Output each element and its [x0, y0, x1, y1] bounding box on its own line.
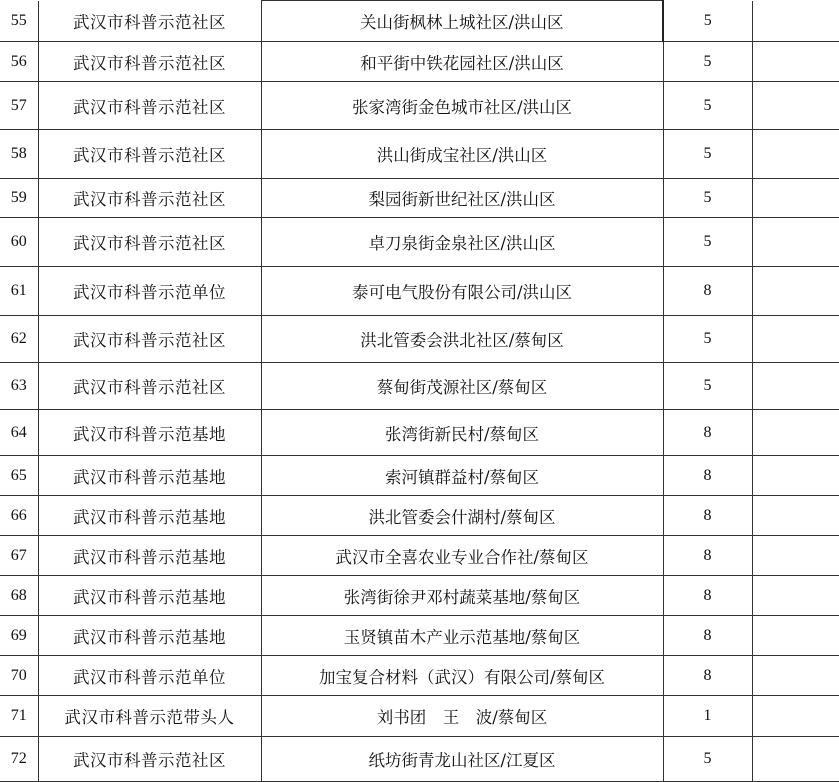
- row-name: 武汉市全喜农业专业合作社/蔡甸区: [261, 536, 663, 576]
- row-name: 加宝复合材料（武汉）有限公司/蔡甸区: [261, 656, 663, 696]
- row-score: 5: [663, 42, 752, 82]
- row-name: 洪北管委会什湖村/蔡甸区: [261, 496, 663, 536]
- row-number: 63: [0, 363, 38, 410]
- row-name: 卓刀泉街金泉社区/洪山区: [261, 218, 663, 267]
- row-number: 67: [0, 536, 38, 576]
- row-note: [752, 42, 839, 82]
- row-note: [752, 1, 839, 42]
- row-category: 武汉市科普示范基地: [38, 410, 261, 456]
- table-row: [0, 1, 839, 42]
- row-category: 武汉市科普示范社区: [38, 218, 261, 267]
- table-row: [0, 737, 839, 782]
- row-name: 索河镇群益村/蔡甸区: [261, 456, 663, 496]
- row-score: 5: [663, 363, 752, 410]
- row-note: [752, 656, 839, 696]
- table-row: [0, 496, 839, 536]
- row-number: 55: [0, 1, 38, 42]
- row-score: 8: [663, 267, 752, 316]
- row-name: 玉贤镇苗木产业示范基地/蔡甸区: [261, 616, 663, 656]
- row-note: [752, 267, 839, 316]
- row-number: 66: [0, 496, 38, 536]
- row-number: 72: [0, 737, 38, 782]
- table-row: [0, 267, 839, 316]
- row-category: 武汉市科普示范单位: [38, 656, 261, 696]
- row-score: 5: [663, 218, 752, 267]
- row-number: 56: [0, 42, 38, 82]
- row-name: 梨园街新世纪社区/洪山区: [261, 179, 663, 218]
- row-number: 68: [0, 576, 38, 616]
- table-row: [0, 696, 839, 737]
- table-row: [0, 456, 839, 496]
- row-category: 武汉市科普示范基地: [38, 536, 261, 576]
- row-category: 武汉市科普示范社区: [38, 82, 261, 130]
- row-name: 洪山街成宝社区/洪山区: [261, 130, 663, 179]
- row-category: 武汉市科普示范单位: [38, 267, 261, 316]
- row-name: 张湾街徐尹邓村蔬菜基地/蔡甸区: [261, 576, 663, 616]
- row-name: 张家湾街金色城市社区/洪山区: [261, 82, 663, 130]
- row-category: 武汉市科普示范社区: [38, 363, 261, 410]
- row-note: [752, 218, 839, 267]
- row-name: 蔡甸街茂源社区/蔡甸区: [261, 363, 663, 410]
- row-category: 武汉市科普示范基地: [38, 456, 261, 496]
- row-number: 59: [0, 179, 38, 218]
- row-number: 60: [0, 218, 38, 267]
- row-score: 8: [663, 656, 752, 696]
- row-score: 5: [663, 179, 752, 218]
- row-score: 8: [663, 456, 752, 496]
- row-note: [752, 496, 839, 536]
- row-number: 65: [0, 456, 38, 496]
- row-note: [752, 82, 839, 130]
- row-score: 8: [663, 536, 752, 576]
- row-note: [752, 536, 839, 576]
- row-category: 武汉市科普示范基地: [38, 496, 261, 536]
- row-category: 武汉市科普示范社区: [38, 179, 261, 218]
- row-note: [752, 696, 839, 737]
- row-score: 5: [663, 737, 752, 782]
- table-row: [0, 42, 839, 82]
- row-note: [752, 179, 839, 218]
- row-note: [752, 456, 839, 496]
- row-score: 8: [663, 410, 752, 456]
- table-row: [0, 130, 839, 179]
- row-note: [752, 737, 839, 782]
- row-category: 武汉市科普示范社区: [38, 316, 261, 363]
- table-row: [0, 656, 839, 696]
- row-name: 张湾街新民村/蔡甸区: [261, 410, 663, 456]
- row-name: 和平街中铁花园社区/洪山区: [261, 42, 663, 82]
- row-category: 武汉市科普示范社区: [38, 42, 261, 82]
- table-row: [0, 616, 839, 656]
- table-row: [0, 536, 839, 576]
- row-score: 8: [663, 576, 752, 616]
- row-score: 5: [663, 82, 752, 130]
- row-score: 8: [663, 616, 752, 656]
- table-row: [0, 410, 839, 456]
- row-name: 泰可电气股份有限公司/洪山区: [261, 267, 663, 316]
- row-number: 71: [0, 696, 38, 737]
- row-number: 70: [0, 656, 38, 696]
- row-category: 武汉市科普示范基地: [38, 576, 261, 616]
- row-score: 8: [663, 496, 752, 536]
- row-note: [752, 410, 839, 456]
- table-row: [0, 82, 839, 130]
- row-score: 1: [663, 696, 752, 737]
- row-name: 关山街枫林上城社区/洪山区: [261, 1, 663, 42]
- row-number: 57: [0, 82, 38, 130]
- row-score: 5: [663, 1, 752, 42]
- row-number: 58: [0, 130, 38, 179]
- table-row: [0, 179, 839, 218]
- row-note: [752, 576, 839, 616]
- row-note: [752, 130, 839, 179]
- row-note: [752, 363, 839, 410]
- row-name: 刘书团 王 波/蔡甸区: [261, 696, 663, 737]
- row-category: 武汉市科普示范社区: [38, 1, 261, 42]
- row-number: 69: [0, 616, 38, 656]
- row-category: 武汉市科普示范基地: [38, 616, 261, 656]
- row-category: 武汉市科普示范社区: [38, 130, 261, 179]
- row-name: 洪北管委会洪北社区/蔡甸区: [261, 316, 663, 363]
- table-row: [0, 316, 839, 363]
- table-row: [0, 218, 839, 267]
- row-number: 61: [0, 267, 38, 316]
- row-category: 武汉市科普示范社区: [38, 737, 261, 782]
- row-category: 武汉市科普示范带头人: [38, 696, 261, 737]
- row-note: [752, 316, 839, 363]
- row-note: [752, 616, 839, 656]
- row-number: 62: [0, 316, 38, 363]
- row-name: 纸坊街青龙山社区/江夏区: [261, 737, 663, 782]
- table-body: [0, 1, 839, 782]
- row-score: 5: [663, 130, 752, 179]
- row-number: 64: [0, 410, 38, 456]
- row-score: 5: [663, 316, 752, 363]
- table-row: [0, 576, 839, 616]
- table-row: [0, 363, 839, 410]
